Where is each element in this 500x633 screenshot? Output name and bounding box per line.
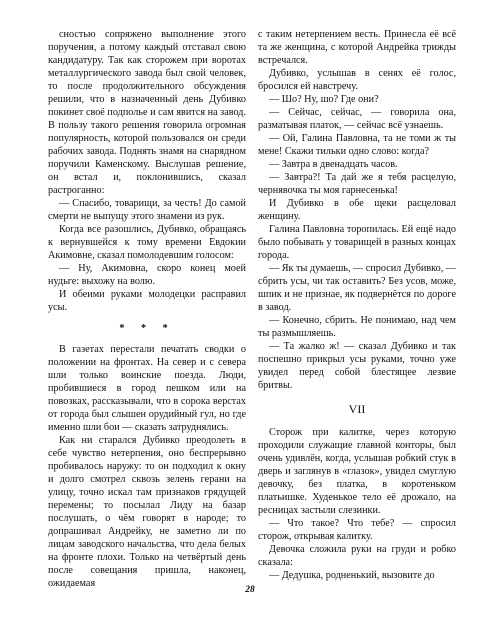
paragraph: — Завтра в двенадцать часов. [269, 159, 398, 170]
paragraph: сностью сопряжено выполнение этого поручения, а потому каждый отставал свою кандидатуру. Так как сторожем при воротах металлургического завода был свой человек, то после продолжительного обсуждения решили, что в назначенный день Дубивко покинет своё подполье и сам явится на завод. В пользу такого решения говорила огромная популярность, которой пользовался он среди рабочих завода. Поднять знамя на снарядном поручили Каменскому. Выслушав решение, он встал и, поклонившись, сказал растроганно: [48, 29, 246, 196]
chapter-heading: VII [348, 402, 366, 416]
paragraph: — Ну, Акимовна, скоро конец моей нудьге: выхожу на волю. [48, 263, 246, 287]
left-column [48, 28, 246, 590]
paragraph: — Сейчас, сейчас, — говорила она, разматывая платок, — сейчас всё узнаешь. [258, 107, 456, 131]
paragraph: Как ни старался Дубивко преодолеть в себе чувство нетерпения, оно беспрерывно пробивалось наружу: то он подходил к окну и долго смотрел сквозь зелень герани на улицу, точно искал там признаков грядущей перемены; то посылал Лиду на базар послушать, о чём говорят в народе; то допрашивал Андрейку, не заметно ли по лицам заводского начальства, что дела белых на фронте плохи. Только на четвёртый день после совещания пришла, наконец, ожидаемая [48, 435, 246, 589]
paragraph: — Что такое? Что тебе? — спросил сторож, открывая калитку. [258, 518, 456, 542]
paragraph: с таким нетерпением весть. Принесла её всё та же женщина, с которой Андрейка трижды встречался. [258, 29, 456, 66]
paragraph: — Завтра?! Та дай же я тебя расцелую, чернявочка ты моя гарнесенька! [258, 172, 456, 196]
paragraph: Галина Павловна торопилась. Ей ещё надо было побывать у товарищей в разных концах города. [258, 224, 456, 261]
paragraph: — Та жалко ж! — сказал Дубивко и так поспешно прикрыл усы руками, точно уже увидел перед собой блестящее лезвие бритвы. [258, 341, 456, 391]
paragraph: — Ой, Галина Павловна, та не томи ж ты мене! Скажи тильки одно слово: когда? [258, 133, 456, 157]
paragraph: Девочка сложила руки на груди и робко сказала: [258, 544, 456, 568]
paragraph: И обеими руками молодецки расправил усы. [48, 289, 246, 313]
paragraph: — Дедушка, родненький, вызовите до [269, 570, 435, 581]
paragraph: — Конечно, сбрить. Не понимаю, над чем ты размышляешь. [258, 315, 456, 339]
paragraph: — Як ты думаешь, — спросил Дубивко, — сбрить усы, чи так оставить? Без усов, може, шпик и не признае, як подвернётся по дороге в завод. [258, 263, 456, 313]
paragraph: — Шо? Ну, шо? Где они? [269, 94, 379, 105]
paragraph: Сторож при калитке, через которую проходили служащие главной конторы, был очень удивлён, когда, услышав робкий стук в дверь и заглянув в «глазок», увидел смуглую девочку, без платка, в коротеньком платьишке. Худенькое тело её дрожало, на ресницах застыли слезинки. [258, 427, 456, 516]
paragraph: Когда все разошлись, Дубивко, обращаясь к вернувшейся к тому времени Евдокии Акимовне, сказал помолодевшим голосом: [48, 224, 246, 261]
right-column [258, 28, 456, 582]
page-number: 28 [245, 585, 255, 595]
paragraph: — Спасибо, товарищи, за честь! До самой смерти не выпущу этого знамени из рук. [48, 198, 246, 222]
paragraph: И Дубивко в обе щеки расцеловал женщину. [258, 198, 456, 222]
paragraph: В газетах перестали печатать сводки о положении на фронтах. На север и с севера шли только воинские поезда. Люди, пробившиеся в город пешком или на повозках, рассказывали, что в сорока верстах от города был слышен орудийный гул, но где именно шли бои — сказать затруднялись. [48, 344, 246, 433]
paragraph: Дубивко, услышав в сенях её голос, бросился ей навстречу. [258, 68, 456, 92]
section-break-stars: * * * [119, 323, 175, 334]
